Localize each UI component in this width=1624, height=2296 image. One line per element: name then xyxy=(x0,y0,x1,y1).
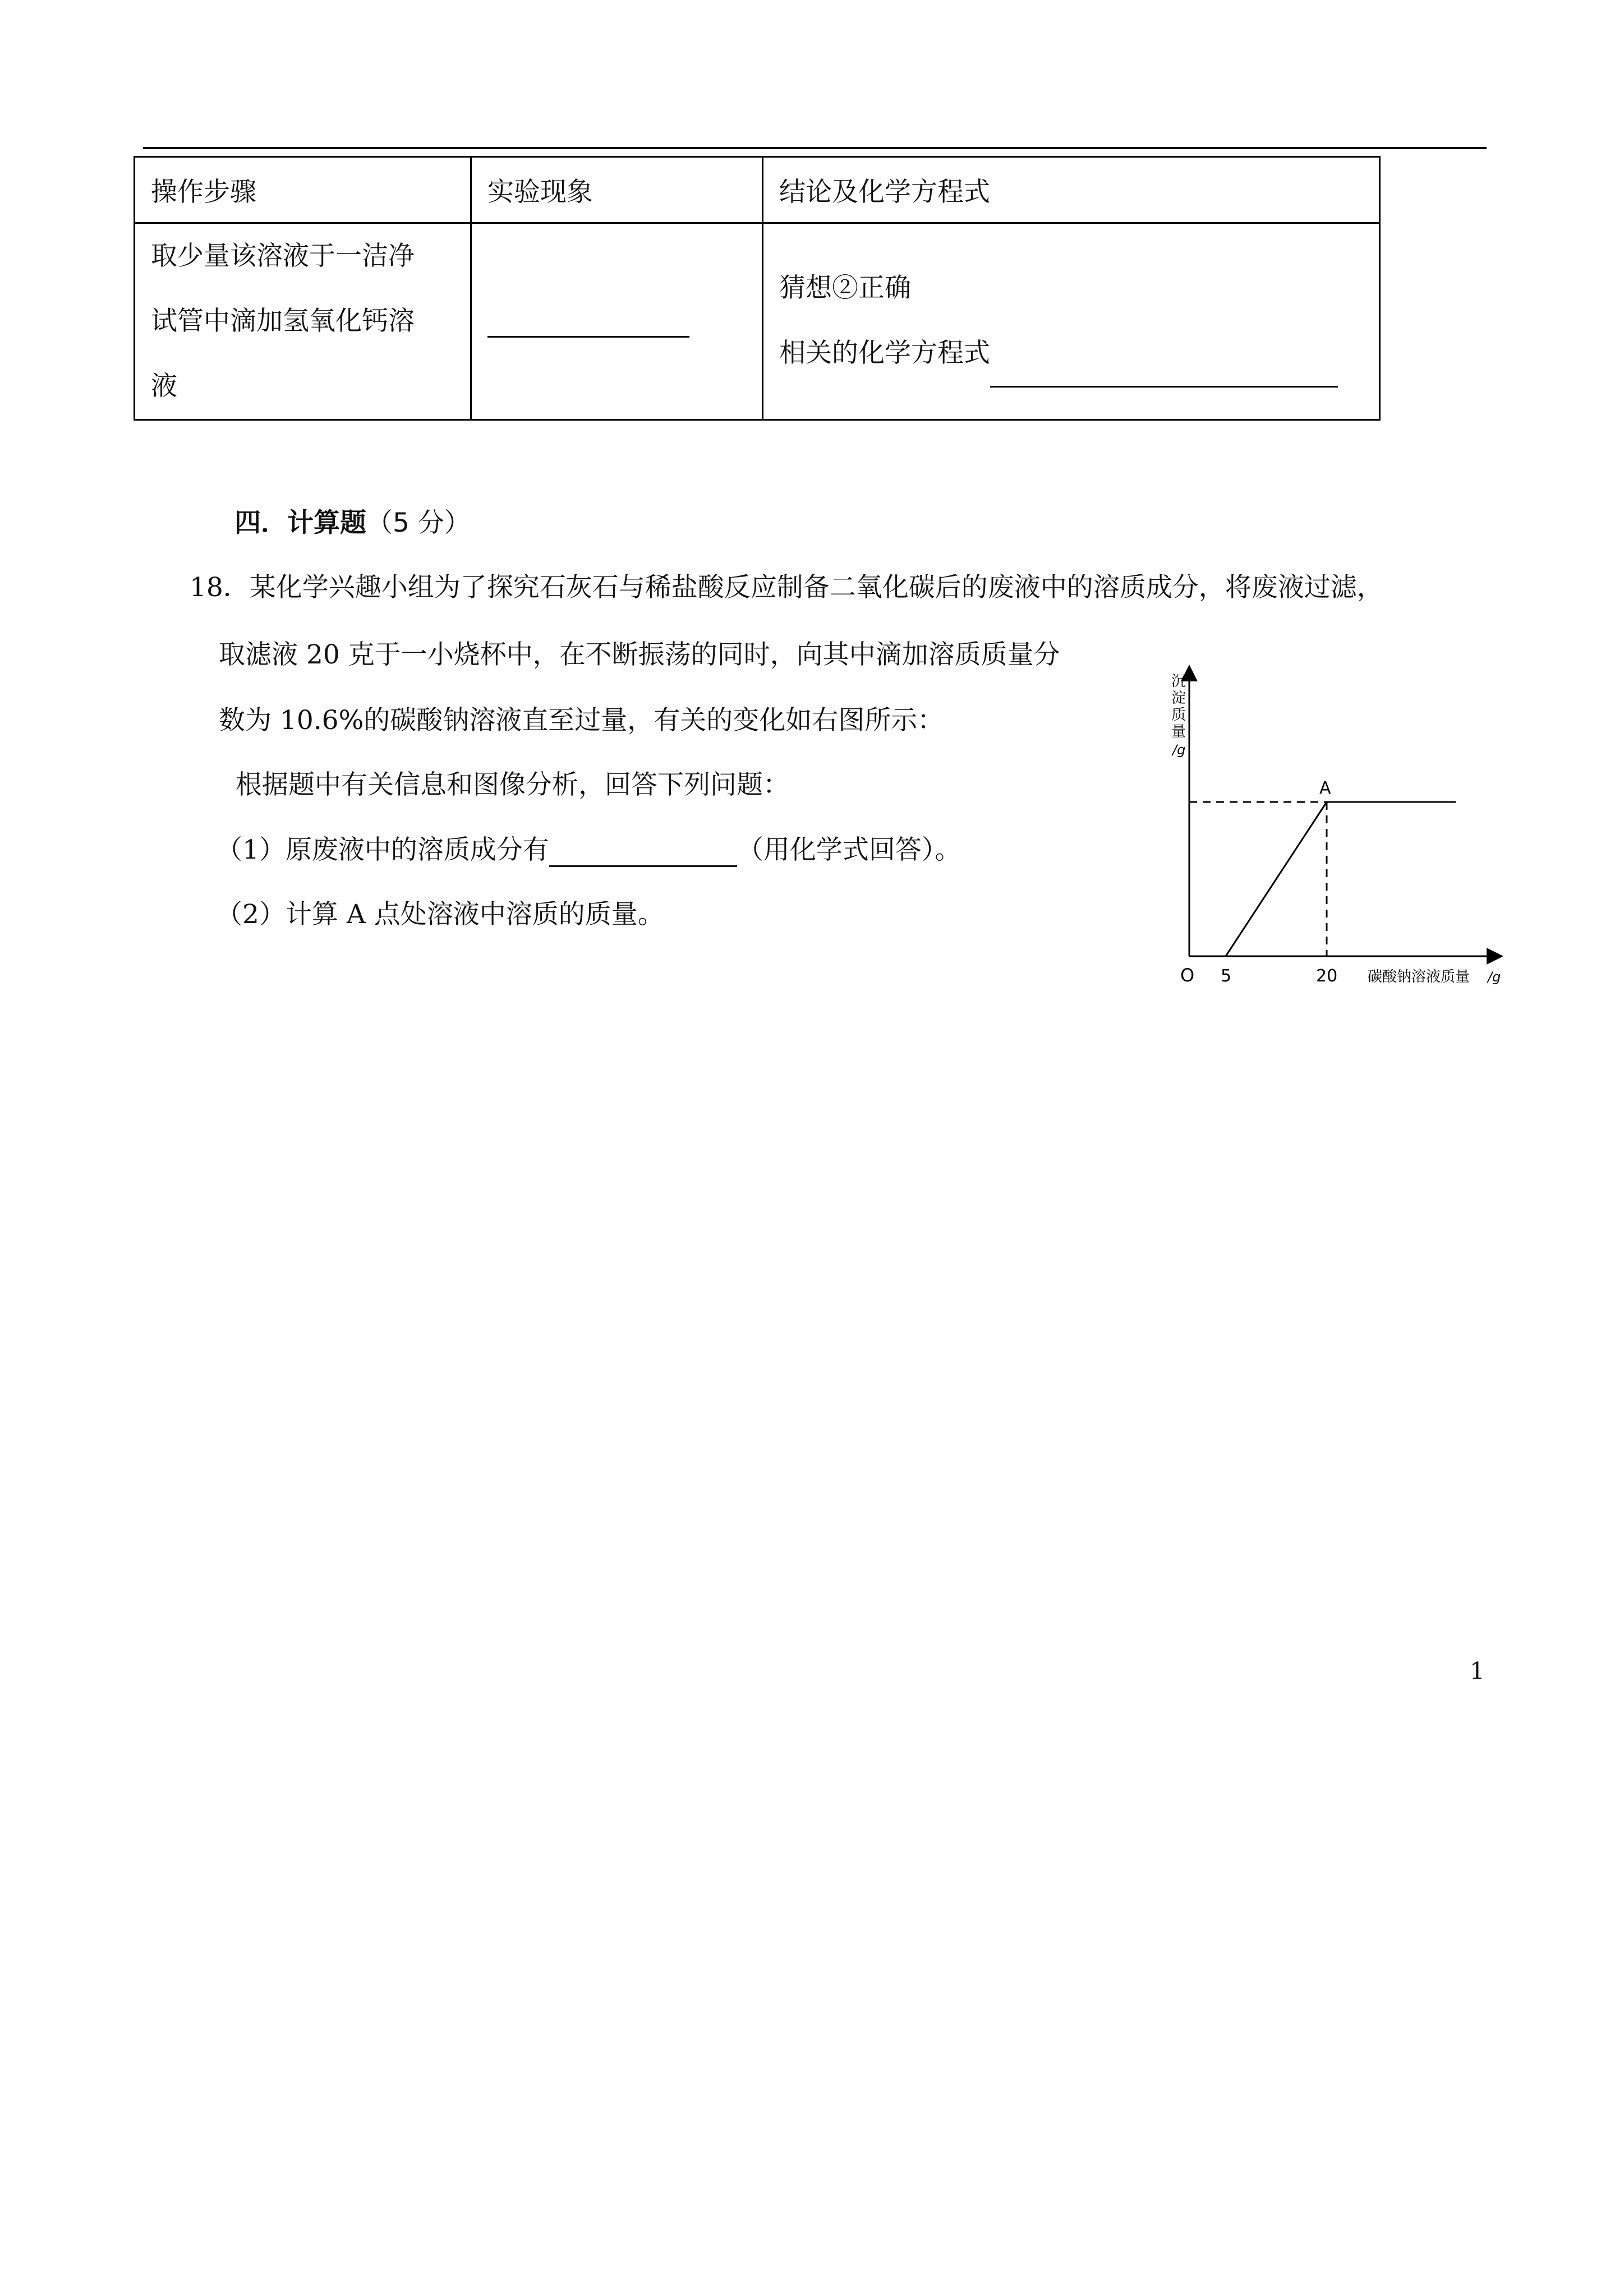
section-title: 四．计算题 xyxy=(234,508,366,538)
operation-line: 取少量该溶液于一洁净 xyxy=(151,241,415,271)
phenomenon-cell xyxy=(471,223,763,420)
question-line: 18．某化学兴趣小组为了探究石灰石与稀盐酸反应制备二氧化碳后的废液中的溶质成分，将废液过滤， xyxy=(190,572,1383,603)
header-conclusion: 结论及化学方程式 xyxy=(763,157,1380,223)
sub-question-2: （2）计算 A 点处溶液中溶质的质量。 xyxy=(216,899,664,930)
x-axis-label: 碳酸钠溶液质量 xyxy=(1368,969,1470,985)
phenomenon-blank xyxy=(487,305,689,338)
table-header-row xyxy=(135,157,1380,223)
question-line: 取滤液 20 克于一小烧杯中，在不断振荡的同时，向其中滴加溶质质量分 xyxy=(219,639,1060,670)
table-row xyxy=(135,223,1380,420)
question-line: 根据题中有关信息和图像分析，回答下列问题： xyxy=(236,769,789,800)
operation-line: 液 xyxy=(151,371,177,402)
section-points: （5 分） xyxy=(366,508,471,538)
equation-line xyxy=(779,321,1363,388)
experiment-table xyxy=(134,156,1381,421)
rising-segment xyxy=(1226,802,1327,956)
y-label-char: 质 xyxy=(1171,707,1186,723)
header-phenomenon: 实验现象 xyxy=(471,157,763,223)
operation-line: 试管中滴加氢氧化钙溶 xyxy=(151,306,415,336)
x-tick-label: 5 xyxy=(1221,966,1232,986)
operation-cell xyxy=(135,223,471,420)
conclusion-text: 猜想②正确 xyxy=(779,272,911,303)
sub-question-1-prefix: （1）原废液中的溶质成分有 xyxy=(216,835,549,865)
header-rule xyxy=(143,147,1487,149)
question-line: 数为 10.6%的碳酸钠溶液直至过量，有关的变化如右图所示： xyxy=(219,705,944,736)
y-unit: /g xyxy=(1172,742,1186,758)
page-number: 1 xyxy=(1470,1657,1485,1685)
point-label: A xyxy=(1319,778,1331,798)
sub-question-1-suffix: （用化学式回答）。 xyxy=(737,835,961,865)
y-label-char: 淀 xyxy=(1171,690,1186,707)
x-unit: /g xyxy=(1488,969,1501,985)
y-label-char: 沉 xyxy=(1171,673,1186,690)
equation-blank xyxy=(990,321,1338,388)
section-heading xyxy=(234,502,471,540)
header-operation: 操作步骤 xyxy=(135,157,471,223)
origin-label: O xyxy=(1180,965,1195,986)
x-tick-label: 20 xyxy=(1316,966,1338,986)
sub-question-1 xyxy=(216,829,961,867)
answer-blank xyxy=(549,835,737,867)
precipitate-graph xyxy=(1144,665,1526,1001)
conclusion-cell xyxy=(763,223,1380,420)
equation-label: 相关的化学方程式 xyxy=(779,337,990,368)
y-label-char: 量 xyxy=(1171,723,1186,740)
